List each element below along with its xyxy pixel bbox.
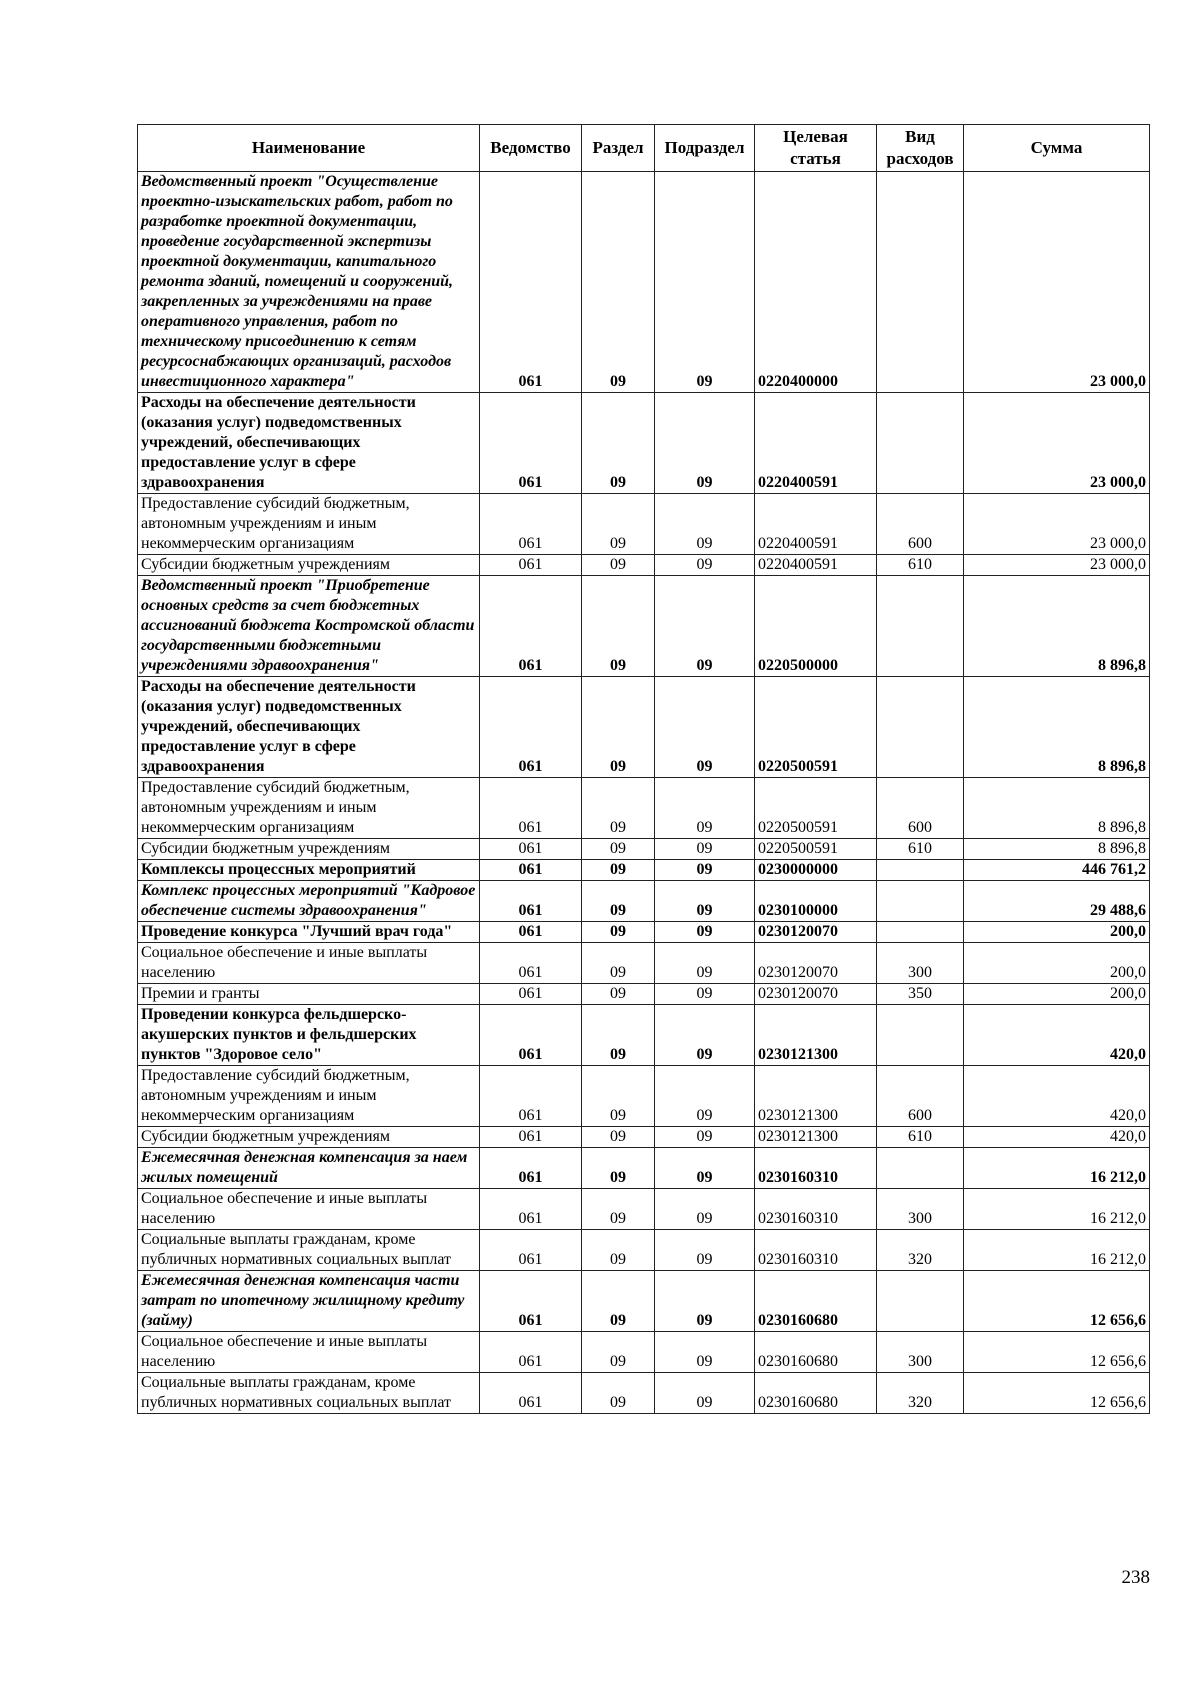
row-department: 061 bbox=[480, 576, 582, 677]
row-expense-type: 610 bbox=[877, 839, 964, 860]
row-name: Ведомственный проект "Приобретение основных средств за счет бюджетных ассигнований бюджета Костромской области государственными бюджетными учреждениями здравоохранения" bbox=[138, 576, 480, 677]
row-department: 061 bbox=[480, 1005, 582, 1066]
row-name: Социальное обеспечение и иные выплаты населению bbox=[138, 1189, 480, 1230]
row-department: 061 bbox=[480, 393, 582, 494]
table-row bbox=[138, 494, 1150, 555]
row-subsection: 09 bbox=[655, 1189, 755, 1230]
row-name: Ежемесячная денежная компенсация за наем жилых помещений bbox=[138, 1148, 480, 1189]
row-section: 09 bbox=[582, 943, 655, 984]
row-expense-type bbox=[877, 677, 964, 778]
row-department: 061 bbox=[480, 494, 582, 555]
row-subsection: 09 bbox=[655, 677, 755, 778]
row-target: 0230160680 bbox=[755, 1332, 877, 1373]
row-sum: 16 212,0 bbox=[964, 1148, 1150, 1189]
row-target: 0220400591 bbox=[755, 494, 877, 555]
row-section: 09 bbox=[582, 778, 655, 839]
row-target: 0220400591 bbox=[755, 555, 877, 576]
row-name: Социальное обеспечение и иные выплаты населению bbox=[138, 943, 480, 984]
header-department: Ведомство bbox=[480, 125, 582, 172]
row-department: 061 bbox=[480, 555, 582, 576]
row-name: Предоставление субсидий бюджетным, автономным учреждениям и иным некоммерческим организациям bbox=[138, 494, 480, 555]
row-name: Расходы на обеспечение деятельности (оказания услуг) подведомственных учреждений, обеспечивающих предоставление услуг в сфере здравоохранения bbox=[138, 393, 480, 494]
row-name: Ежемесячная денежная компенсация части затрат по ипотечному жилищному кредиту (займу) bbox=[138, 1271, 480, 1332]
row-department: 061 bbox=[480, 1148, 582, 1189]
row-target: 0230121300 bbox=[755, 1066, 877, 1127]
row-expense-type: 350 bbox=[877, 984, 964, 1005]
row-name: Проведение конкурса "Лучший врач года" bbox=[138, 922, 480, 943]
table-row bbox=[138, 1332, 1150, 1373]
row-department: 061 bbox=[480, 1066, 582, 1127]
table-row bbox=[138, 677, 1150, 778]
row-department: 061 bbox=[480, 172, 582, 393]
row-subsection: 09 bbox=[655, 1005, 755, 1066]
row-section: 09 bbox=[582, 1271, 655, 1332]
row-department: 061 bbox=[480, 943, 582, 984]
row-target: 0230120070 bbox=[755, 922, 877, 943]
row-subsection: 09 bbox=[655, 860, 755, 881]
row-sum: 8 896,8 bbox=[964, 778, 1150, 839]
row-expense-type: 320 bbox=[877, 1373, 964, 1414]
row-subsection: 09 bbox=[655, 839, 755, 860]
row-sum: 200,0 bbox=[964, 943, 1150, 984]
row-subsection: 09 bbox=[655, 922, 755, 943]
row-target: 0230160310 bbox=[755, 1189, 877, 1230]
row-name: Комплекс процессных мероприятий "Кадровое обеспечение системы здравоохранения" bbox=[138, 881, 480, 922]
row-sum: 23 000,0 bbox=[964, 393, 1150, 494]
row-expense-type: 610 bbox=[877, 1127, 964, 1148]
row-subsection: 09 bbox=[655, 1066, 755, 1127]
row-section: 09 bbox=[582, 1189, 655, 1230]
row-name: Проведении конкурса фельдшерско-акушерских пунктов и фельдшерских пунктов "Здоровое село" bbox=[138, 1005, 480, 1066]
row-expense-type: 600 bbox=[877, 494, 964, 555]
table-row bbox=[138, 1271, 1150, 1332]
header-expense-type: Вид расходов bbox=[877, 125, 964, 172]
table-row bbox=[138, 1230, 1150, 1271]
row-sum: 23 000,0 bbox=[964, 494, 1150, 555]
row-subsection: 09 bbox=[655, 881, 755, 922]
header-target: Целевая статья bbox=[755, 125, 877, 172]
row-department: 061 bbox=[480, 881, 582, 922]
row-section: 09 bbox=[582, 860, 655, 881]
header-sum: Сумма bbox=[964, 125, 1150, 172]
row-subsection: 09 bbox=[655, 1332, 755, 1373]
row-name: Предоставление субсидий бюджетным, автономным учреждениям и иным некоммерческим организациям bbox=[138, 1066, 480, 1127]
row-sum: 200,0 bbox=[964, 984, 1150, 1005]
header-name: Наименование bbox=[138, 125, 480, 172]
row-section: 09 bbox=[582, 1127, 655, 1148]
row-department: 061 bbox=[480, 922, 582, 943]
row-expense-type: 300 bbox=[877, 943, 964, 984]
row-expense-type: 300 bbox=[877, 1189, 964, 1230]
row-section: 09 bbox=[582, 1230, 655, 1271]
row-subsection: 09 bbox=[655, 1230, 755, 1271]
table-row bbox=[138, 778, 1150, 839]
row-section: 09 bbox=[582, 984, 655, 1005]
row-target: 0220500000 bbox=[755, 576, 877, 677]
row-name: Предоставление субсидий бюджетным, автономным учреждениям и иным некоммерческим организациям bbox=[138, 778, 480, 839]
row-sum: 8 896,8 bbox=[964, 677, 1150, 778]
row-subsection: 09 bbox=[655, 393, 755, 494]
table-row bbox=[138, 393, 1150, 494]
row-subsection: 09 bbox=[655, 494, 755, 555]
row-target: 0230000000 bbox=[755, 860, 877, 881]
table-row bbox=[138, 984, 1150, 1005]
budget-table bbox=[137, 124, 1150, 1414]
row-department: 061 bbox=[480, 984, 582, 1005]
header-section: Раздел bbox=[582, 125, 655, 172]
row-department: 061 bbox=[480, 1271, 582, 1332]
table-row bbox=[138, 839, 1150, 860]
row-target: 0230120070 bbox=[755, 984, 877, 1005]
row-section: 09 bbox=[582, 1332, 655, 1373]
row-sum: 23 000,0 bbox=[964, 172, 1150, 393]
row-section: 09 bbox=[582, 393, 655, 494]
row-name: Расходы на обеспечение деятельности (оказания услуг) подведомственных учреждений, обеспечивающих предоставление услуг в сфере здравоохранения bbox=[138, 677, 480, 778]
row-sum: 420,0 bbox=[964, 1127, 1150, 1148]
row-section: 09 bbox=[582, 555, 655, 576]
row-target: 0230120070 bbox=[755, 943, 877, 984]
row-name: Субсидии бюджетным учреждениям bbox=[138, 555, 480, 576]
row-sum: 12 656,6 bbox=[964, 1373, 1150, 1414]
row-subsection: 09 bbox=[655, 1148, 755, 1189]
row-department: 061 bbox=[480, 839, 582, 860]
row-target: 0230121300 bbox=[755, 1127, 877, 1148]
row-sum: 16 212,0 bbox=[964, 1189, 1150, 1230]
row-department: 061 bbox=[480, 677, 582, 778]
row-expense-type bbox=[877, 1005, 964, 1066]
row-department: 061 bbox=[480, 1230, 582, 1271]
table-row bbox=[138, 860, 1150, 881]
row-expense-type bbox=[877, 1148, 964, 1189]
row-department: 061 bbox=[480, 860, 582, 881]
row-subsection: 09 bbox=[655, 1373, 755, 1414]
row-section: 09 bbox=[582, 1148, 655, 1189]
row-section: 09 bbox=[582, 576, 655, 677]
table-header-row bbox=[138, 125, 1150, 172]
row-section: 09 bbox=[582, 839, 655, 860]
table-row bbox=[138, 943, 1150, 984]
row-department: 061 bbox=[480, 1332, 582, 1373]
row-subsection: 09 bbox=[655, 576, 755, 677]
table-row bbox=[138, 881, 1150, 922]
row-section: 09 bbox=[582, 1005, 655, 1066]
row-department: 061 bbox=[480, 1189, 582, 1230]
row-sum: 8 896,8 bbox=[964, 576, 1150, 677]
row-name: Социальное обеспечение и иные выплаты населению bbox=[138, 1332, 480, 1373]
row-expense-type bbox=[877, 881, 964, 922]
row-sum: 23 000,0 bbox=[964, 555, 1150, 576]
row-sum: 12 656,6 bbox=[964, 1271, 1150, 1332]
row-subsection: 09 bbox=[655, 778, 755, 839]
table-row bbox=[138, 172, 1150, 393]
row-department: 061 bbox=[480, 778, 582, 839]
row-expense-type: 300 bbox=[877, 1332, 964, 1373]
table-row bbox=[138, 1127, 1150, 1148]
row-sum: 16 212,0 bbox=[964, 1230, 1150, 1271]
row-target: 0230160680 bbox=[755, 1373, 877, 1414]
row-expense-type bbox=[877, 1271, 964, 1332]
row-target: 0230121300 bbox=[755, 1005, 877, 1066]
row-name: Премии и гранты bbox=[138, 984, 480, 1005]
row-subsection: 09 bbox=[655, 984, 755, 1005]
row-subsection: 09 bbox=[655, 943, 755, 984]
row-expense-type: 600 bbox=[877, 778, 964, 839]
row-subsection: 09 bbox=[655, 555, 755, 576]
row-target: 0220400591 bbox=[755, 393, 877, 494]
row-expense-type: 610 bbox=[877, 555, 964, 576]
table-row bbox=[138, 576, 1150, 677]
row-section: 09 bbox=[582, 677, 655, 778]
row-sum: 420,0 bbox=[964, 1005, 1150, 1066]
row-subsection: 09 bbox=[655, 1127, 755, 1148]
header-subsection: Подраздел bbox=[655, 125, 755, 172]
row-expense-type bbox=[877, 172, 964, 393]
row-expense-type: 320 bbox=[877, 1230, 964, 1271]
row-section: 09 bbox=[582, 1373, 655, 1414]
table-row bbox=[138, 1189, 1150, 1230]
page-number: 238 bbox=[1121, 1567, 1150, 1588]
row-target: 0220500591 bbox=[755, 677, 877, 778]
row-target: 0230100000 bbox=[755, 881, 877, 922]
row-name: Субсидии бюджетным учреждениям bbox=[138, 1127, 480, 1148]
row-target: 0230160310 bbox=[755, 1230, 877, 1271]
row-expense-type bbox=[877, 860, 964, 881]
row-target: 0230160680 bbox=[755, 1271, 877, 1332]
row-sum: 29 488,6 bbox=[964, 881, 1150, 922]
row-subsection: 09 bbox=[655, 172, 755, 393]
row-sum: 420,0 bbox=[964, 1066, 1150, 1127]
row-target: 0220400000 bbox=[755, 172, 877, 393]
row-sum: 200,0 bbox=[964, 922, 1150, 943]
row-name: Социальные выплаты гражданам, кроме публичных нормативных социальных выплат bbox=[138, 1373, 480, 1414]
row-expense-type bbox=[877, 393, 964, 494]
table-row bbox=[138, 1148, 1150, 1189]
row-section: 09 bbox=[582, 172, 655, 393]
row-section: 09 bbox=[582, 922, 655, 943]
row-sum: 446 761,2 bbox=[964, 860, 1150, 881]
table-row bbox=[138, 922, 1150, 943]
table-row bbox=[138, 555, 1150, 576]
table-row bbox=[138, 1373, 1150, 1414]
row-expense-type: 600 bbox=[877, 1066, 964, 1127]
row-expense-type bbox=[877, 576, 964, 677]
row-name: Социальные выплаты гражданам, кроме публичных нормативных социальных выплат bbox=[138, 1230, 480, 1271]
row-sum: 8 896,8 bbox=[964, 839, 1150, 860]
row-name: Субсидии бюджетным учреждениям bbox=[138, 839, 480, 860]
row-section: 09 bbox=[582, 494, 655, 555]
row-target: 0220500591 bbox=[755, 839, 877, 860]
row-expense-type bbox=[877, 922, 964, 943]
row-target: 0230160310 bbox=[755, 1148, 877, 1189]
row-name: Ведомственный проект "Осуществление проектно-изыскательских работ, работ по разработке проектной документации, проведение государственной экспертизы проектной документации, капитального ремонта зданий, помещений и сооружений, закрепленных за учреждениями на праве оперативного управления, работ по техническому присоединению к сетям ресурсоснабжающих организаций, расходов инвестиционного характера" bbox=[138, 172, 480, 393]
row-subsection: 09 bbox=[655, 1271, 755, 1332]
row-name: Комплексы процессных мероприятий bbox=[138, 860, 480, 881]
row-section: 09 bbox=[582, 881, 655, 922]
row-target: 0220500591 bbox=[755, 778, 877, 839]
row-department: 061 bbox=[480, 1127, 582, 1148]
table-row bbox=[138, 1005, 1150, 1066]
row-sum: 12 656,6 bbox=[964, 1332, 1150, 1373]
table-row bbox=[138, 1066, 1150, 1127]
row-department: 061 bbox=[480, 1373, 582, 1414]
row-section: 09 bbox=[582, 1066, 655, 1127]
